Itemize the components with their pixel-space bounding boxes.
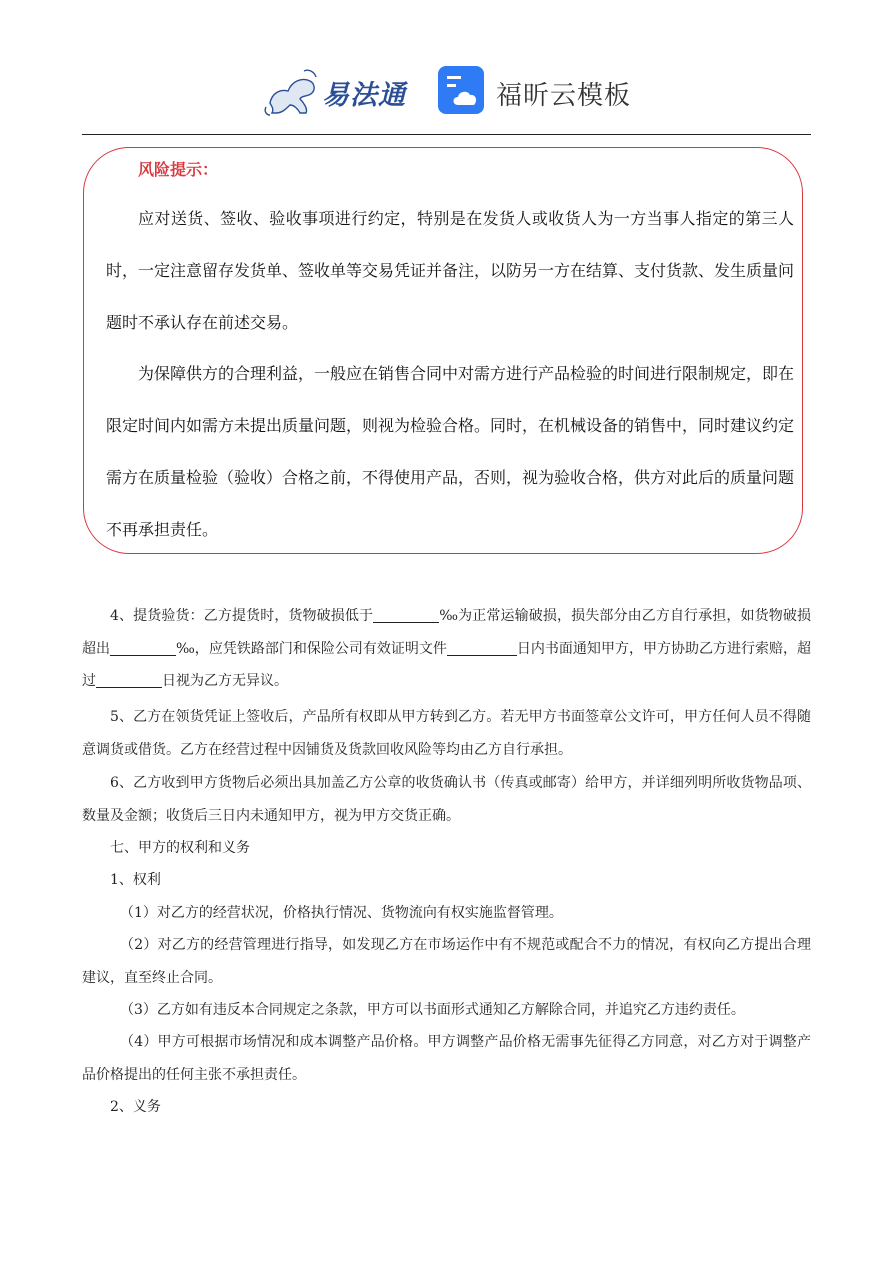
clause-4-text-d: 日内书面通知甲方，甲方协助乙方进行索赔，超过 [82,640,812,689]
clause-4-text-c: ‰，应凭铁路部门和保险公司有效证明文件 [176,640,447,657]
brand-yifatong: 易法通 [322,80,406,111]
fill-blank [96,673,162,688]
section-7-heading: 七、甲方的权利和义务 [110,840,250,856]
clause-4 [82,600,811,698]
clause-5: 5、乙方在领货凭证上签收后，产品所有权即从甲方转到乙方。若无甲方书面签章公文许可，甲方任何人员不得随意调货或借货。乙方在经营过程中因铺货及货款回收风险等均由乙方自行承担。 [82,709,811,758]
right-1: （1）对乙方的经营状况，价格执行情况、货物流向有权实施监督管理。 [120,905,563,921]
brand-foxit-cloud-template: 福昕云模板 [496,81,632,111]
cloud-document-icon [436,65,488,115]
fill-blank [110,641,176,656]
risk-notice-paragraph-2: 为保障供方的合理利益，一般应在销售合同中对需方进行产品检验的时间进行限制规定，即在限定时间内如需方未提出质量问题，则视为检验合格。同时，在机械设备的销售中，同时建议约定需方在质量检验（验收）合格之前，不得使用产品，否则，视为验收合格，供方对此后的质量问题不再承担责任。 [106,364,795,539]
clause-6: 6、乙方收到甲方货物后必须出具加盖乙方公章的收货确认书（传真或邮寄）给甲方，并详细列明所收货物品项、数量及金额；收货后三日内未通知甲方，视为甲方交货正确。 [82,775,811,824]
risk-notice-paragraph-1: 应对送货、签收、验收事项进行约定，特别是在发货人或收货人为一方当事人指定的第三人时，一定注意留存发货单、签收单等交易凭证并备注，以防另一方在结算、支付货款、发生质量问题时不承认存在前述交易。 [106,209,795,332]
right-4: （4）甲方可根据市场情况和成本调整产品价格。甲方调整产品价格无需事先征得乙方同意，对乙方对于调整产品价格提出的任何主张不承担责任。 [82,1034,811,1083]
section-7-rights-heading: 1、权利 [110,872,161,888]
qilin-icon [262,63,322,117]
clause-4-text-b: ‰为正常运输破损，损失部分由乙方自行承担，如货物破损超出 [82,608,812,657]
right-2: （2）对乙方的经营管理进行指导，如发现乙方在市场运作中有不规范或配合不力的情况，有权向乙方提出合理建议，直至终止合同。 [82,937,811,986]
header-divider [82,134,811,135]
clause-4-text-e: 日视为乙方无异议。 [162,673,288,689]
yifatong-logo [262,63,412,117]
right-3: （3）乙方如有违反本合同规定之条款，甲方可以书面形式通知乙方解除合同，并追究乙方违约责任。 [120,1002,745,1018]
fill-blank [447,641,517,656]
fill-blank [373,608,439,623]
foxit-cloud-logo [436,65,636,115]
clause-4-text-a: 4、提货验货：乙方提货时，货物破损低于 [110,608,374,624]
section-7-duties-heading: 2、义务 [110,1099,161,1115]
risk-notice-title: 风险提示： [138,160,219,179]
page-header [0,55,893,125]
